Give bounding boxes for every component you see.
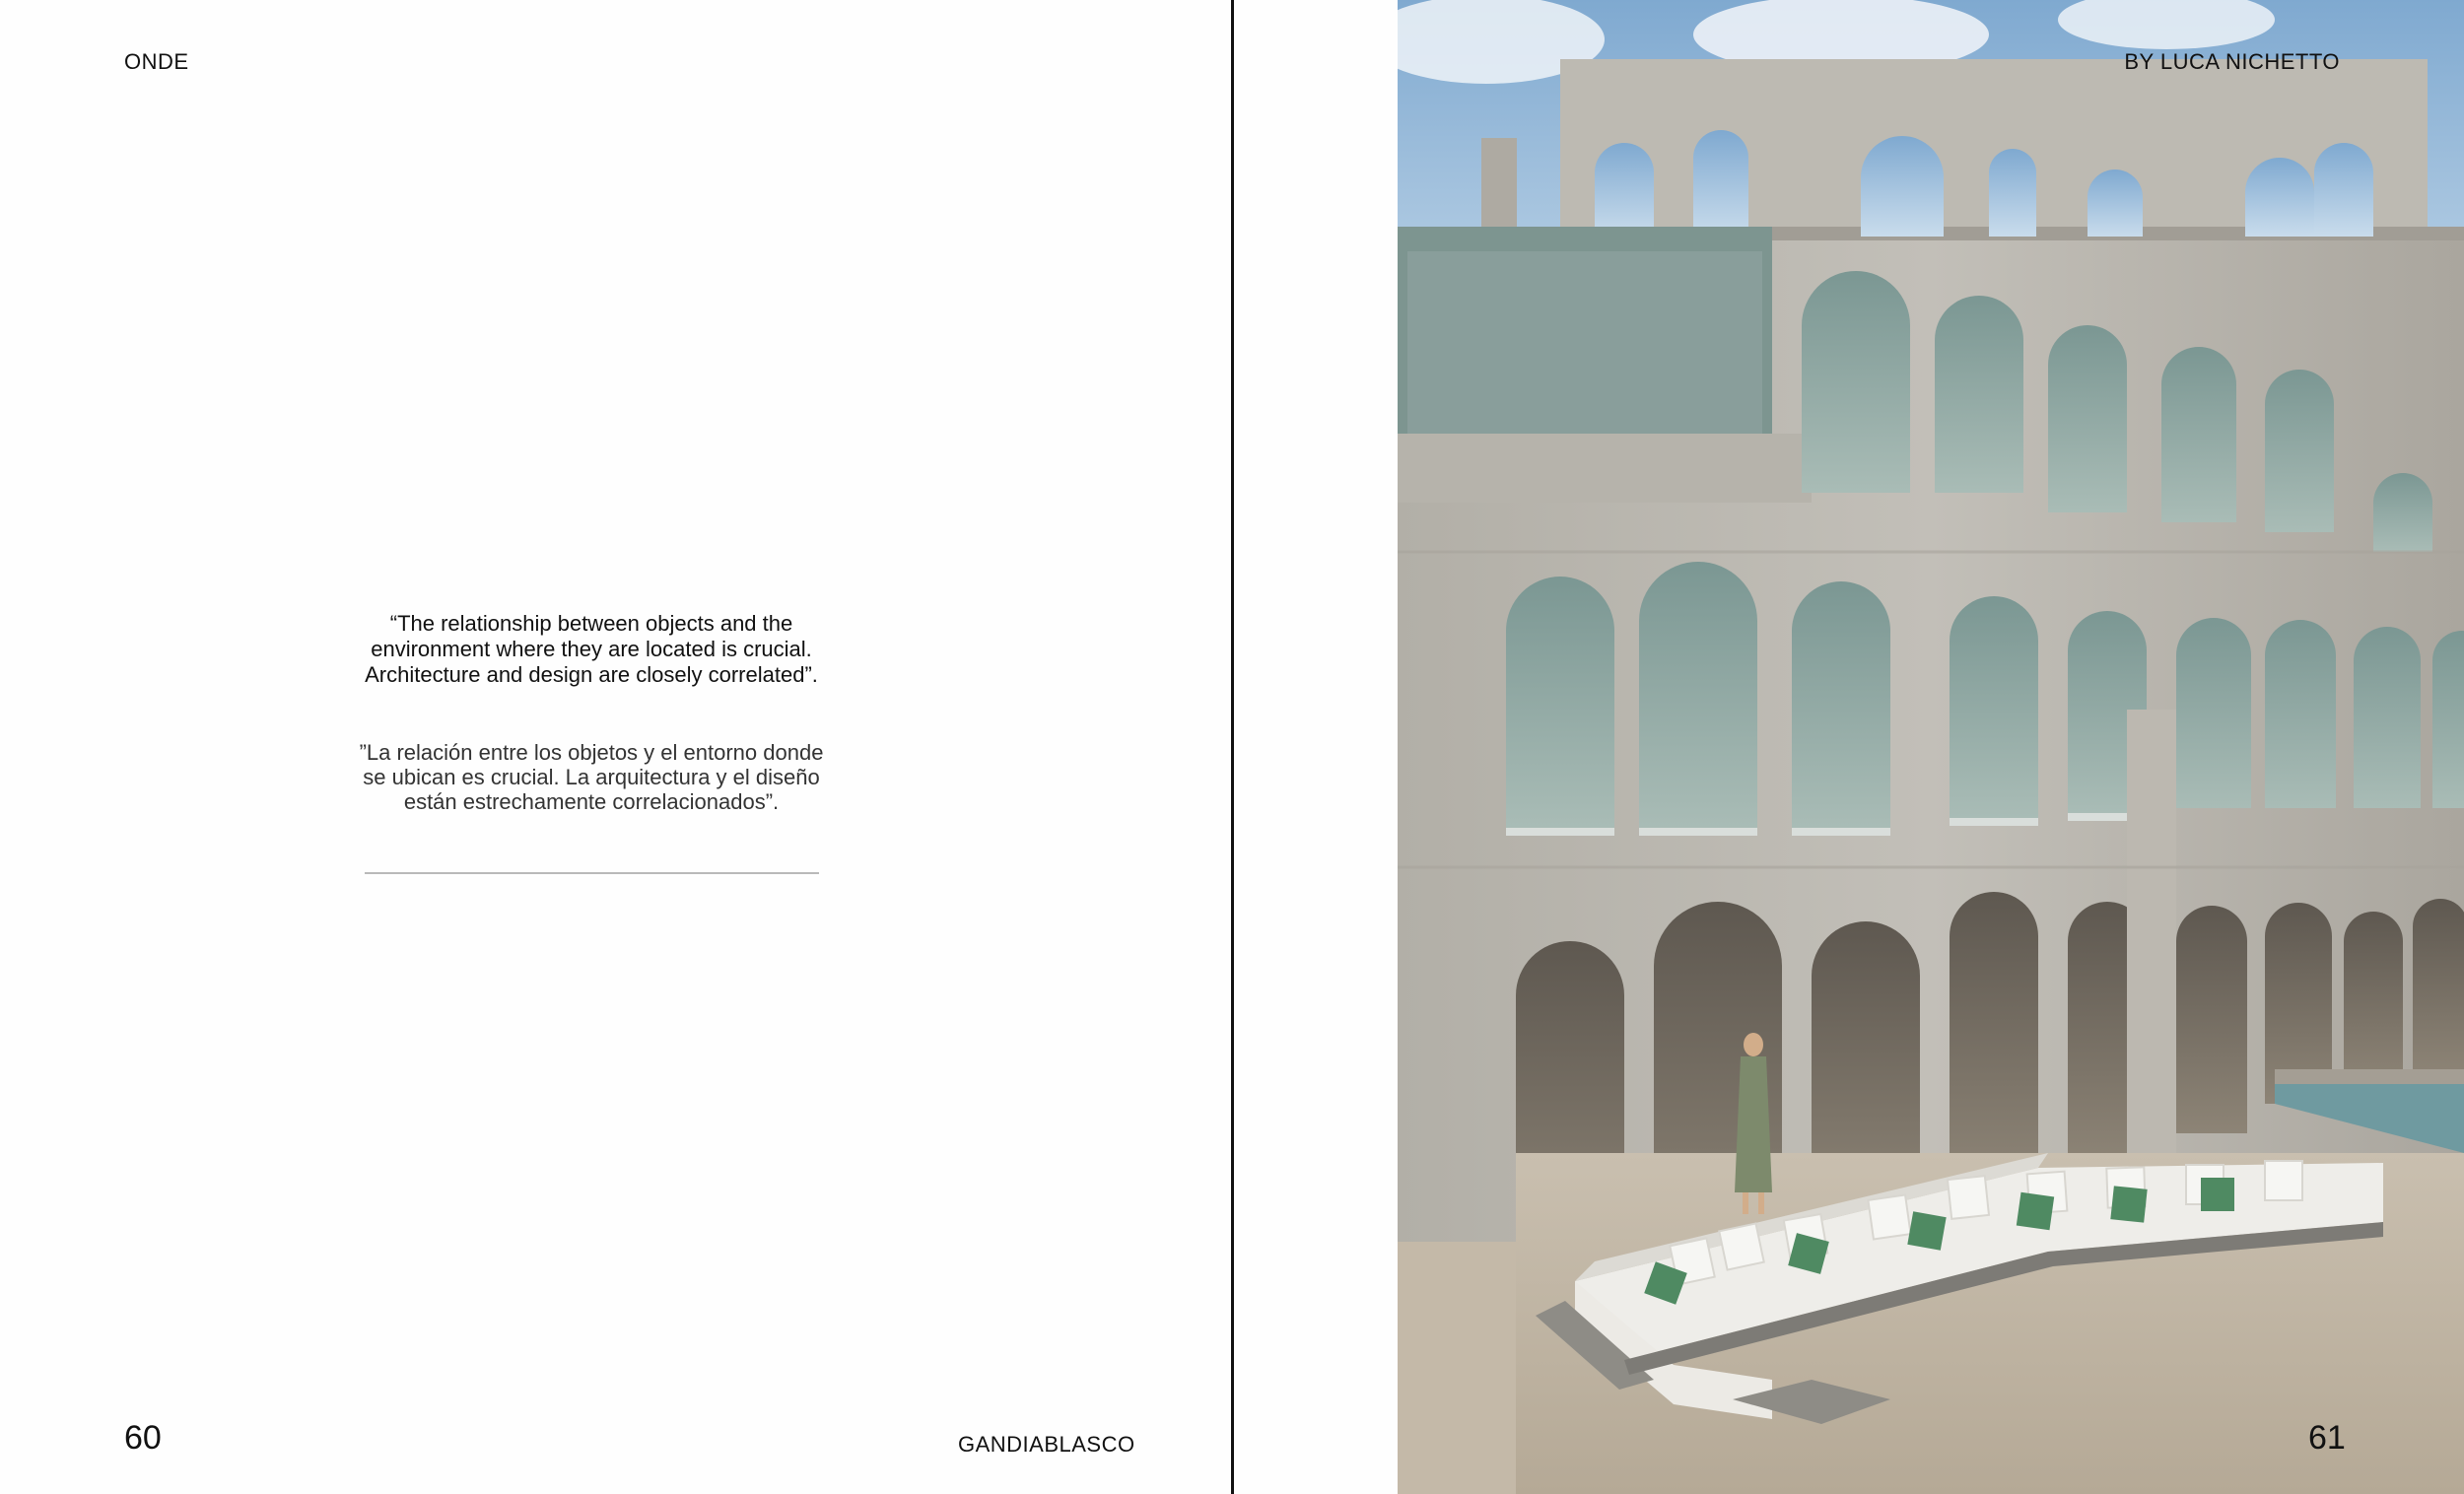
- footer-brand: GANDIABLASCO: [958, 1432, 1135, 1457]
- quote-divider: [365, 872, 819, 874]
- running-head-left: ONDE: [124, 49, 189, 74]
- running-head-right: BY LUCA NICHETTO: [2124, 49, 2340, 74]
- pull-quote: [355, 611, 828, 874]
- inner-margin: [1234, 0, 1398, 1494]
- architecture-photo: [1398, 0, 2464, 1494]
- page-number-left: 60: [124, 1419, 162, 1457]
- quote-english: “The relationship between objects and the environment where they are located is crucial. Architecture and design are closely correlated”.: [365, 611, 818, 687]
- page-number-right: 61: [2308, 1419, 2346, 1457]
- photo-illustration: [1398, 0, 2464, 1494]
- quote-spanish: ”La relación entre los objetos y el entorno donde se ubican es crucial. La arquitectura y el diseño están estrechamente correlacionados”.: [359, 740, 824, 814]
